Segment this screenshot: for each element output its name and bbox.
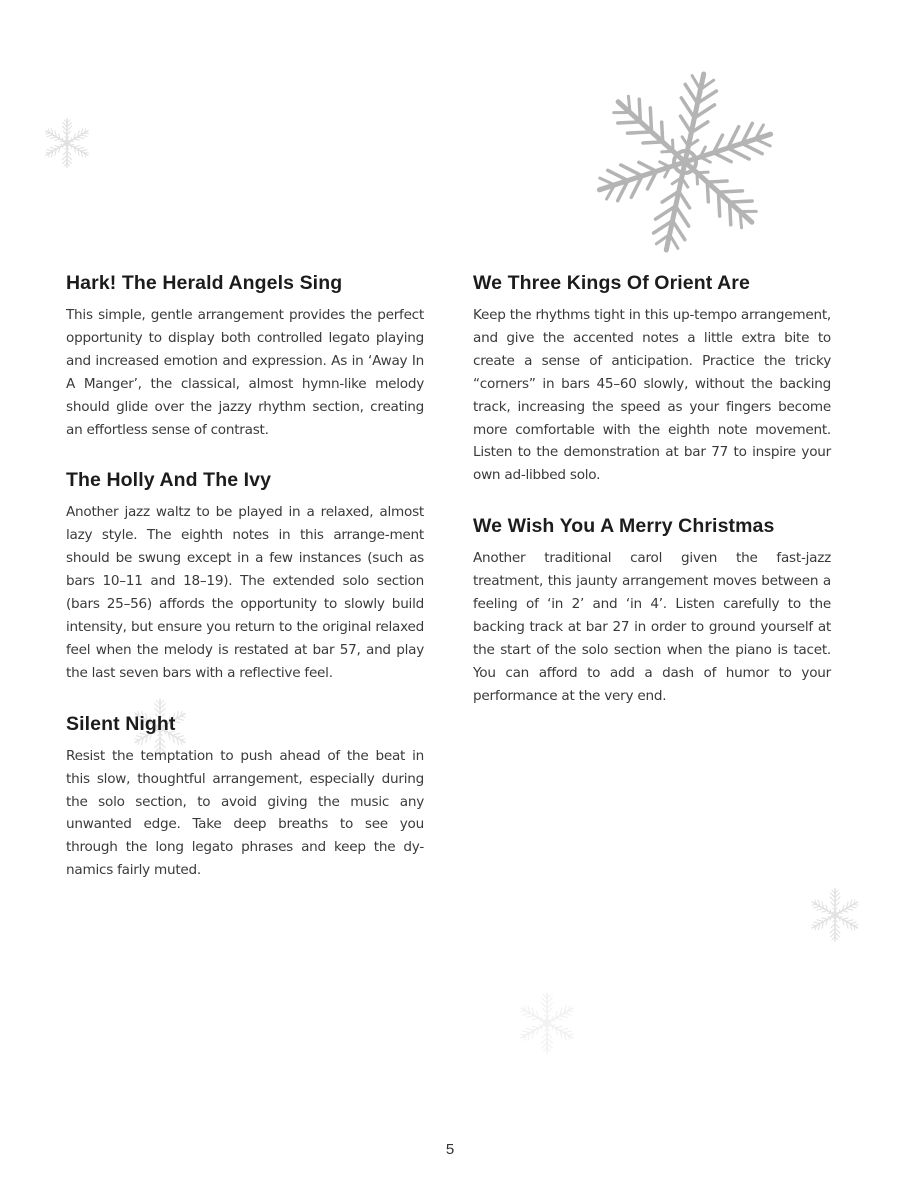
right-column (473, 272, 831, 708)
song-section (473, 515, 831, 707)
song-description: This simple, gentle arrangement provides the perfect opportunity to display both controlled legato playing and increased emotion and expression. As in ‘Away In A Manger’, the classical, almost hymn-like melody should glide over the jazzy rhythm section, creating an effortless sense of contrast. (66, 307, 424, 438)
song-description: Keep the rhythms tight in this up-tempo arrangement, and give the accented notes a little extra bite to create a sense of anticipation. Practice the tricky “corners” in bars 45–60 slowly, without the backing track, increasing the speed as your fingers become more comfortable with the eighth note movement. Listen to the demonstration at bar 77 to inspire your own ad-libbed solo. (473, 307, 831, 484)
song-section (473, 272, 831, 487)
song-title: The Holly And The Ivy (66, 469, 272, 492)
left-column (66, 272, 424, 882)
song-title: Silent Night (66, 712, 176, 735)
song-description: Resist the temptation to push ahead of the beat in this slow, thoughtful arrangement, especially during the solo section, to avoid giving the music any unwanted edge. Take deep breaths to see you through the long legato phrases and keep the dy-namics fairly muted. (66, 747, 424, 879)
snowflake-large-icon (582, 62, 788, 262)
song-section (66, 469, 424, 684)
song-title: We Wish You A Merry Christmas (473, 515, 775, 538)
snowflake-faint-icon (514, 990, 580, 1056)
song-description: Another traditional carol given the fast-jazz treatment, this jaunty arrangement moves between a feeling of ‘in 2’ and ‘in 4’. Listen carefully to the backing track at bar 27 in order to ground yourself at the start of the solo section when the piano is tacet. You can afford to add a dash of humor to your performance at the very end. (473, 550, 831, 704)
song-description: Another jazz waltz to be played in a relaxed, almost lazy style. The eighth notes in this arrange-ment should be swung except in a few instances (such as bars 10–11 and 18–19). The extended solo section (bars 25–56) affords the opportunity to slowly build intensity, but ensure you return to the original relaxed feel when the melody is restated at bar 57, and play the last seven bars with a reflective feel. (66, 504, 424, 681)
snowflake-small-icon (40, 116, 94, 170)
song-title: Hark! The Herald Angels Sing (66, 272, 343, 294)
song-title: We Three Kings Of Orient Are (473, 272, 750, 294)
snowflake-small-icon (806, 886, 864, 944)
song-section (66, 713, 424, 882)
song-section (66, 272, 424, 441)
page-number: 5 (445, 1141, 455, 1158)
